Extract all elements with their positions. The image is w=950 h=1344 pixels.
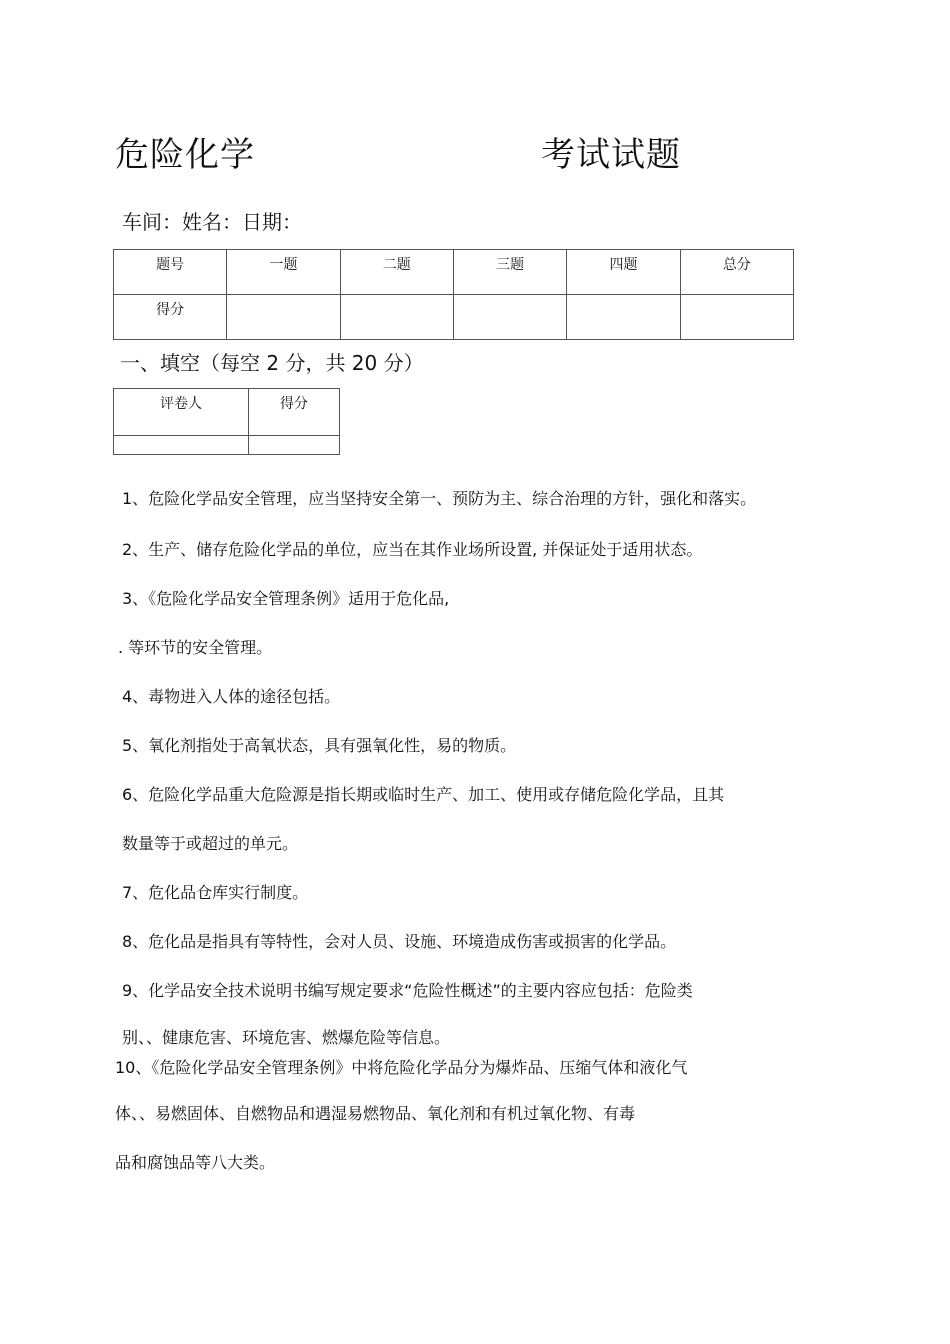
question-2: 2、生产、储存危险化学品的单位，应当在其作业场所设置, 并保证处于适用状态。 bbox=[122, 540, 703, 559]
title-right: 考试试题 bbox=[541, 135, 681, 175]
question-3: 3、《危险化学品安全管理条例》适用于危化品, bbox=[122, 589, 450, 608]
question-1: 1、危险化学品安全管理，应当坚持安全第一、预防为主、综合治理的方针，强化和落实。 bbox=[122, 489, 757, 508]
grader-cell bbox=[248, 436, 339, 455]
grader-table bbox=[113, 388, 340, 455]
title-left: 危险化学 bbox=[115, 135, 255, 175]
score-cell bbox=[680, 295, 793, 340]
question-10-end: 品和腐蚀品等八大类。 bbox=[115, 1153, 276, 1172]
question-4: 4、毒物进入人体的途径包括。 bbox=[122, 687, 341, 706]
score-cell bbox=[567, 295, 680, 340]
grader-header-cell: 得分 bbox=[248, 389, 339, 436]
question-10-continued: 体、、易燃固体、自燃物品和遇湿易燃物品、氧化剂和有机过氧化物、有毒 bbox=[115, 1104, 636, 1123]
score-table bbox=[113, 249, 794, 340]
grader-table-header-row bbox=[114, 389, 340, 436]
score-cell bbox=[453, 295, 566, 340]
score-header-cell: 四题 bbox=[567, 250, 680, 295]
score-row-label: 得分 bbox=[114, 295, 227, 340]
score-header-cell: 三题 bbox=[453, 250, 566, 295]
meta-line: 车间：姓名：日期： bbox=[122, 210, 302, 234]
section-heading: 一、填空（每空 2 分，共 20 分） bbox=[120, 351, 424, 375]
grader-header-cell: 评卷人 bbox=[114, 389, 249, 436]
score-header-cell: 二题 bbox=[340, 250, 453, 295]
question-6-continued: 数量等于或超过的单元。 bbox=[122, 834, 299, 853]
question-9-continued: 别、、健康危害、环境危害、燃爆危险等信息。 bbox=[122, 1028, 451, 1047]
score-cell bbox=[340, 295, 453, 340]
question-7: 7、危化品仓库实行制度。 bbox=[122, 883, 309, 902]
question-10: 10、《危险化学品安全管理条例》中将危险化学品分为爆炸品、压缩气体和液化气 bbox=[115, 1058, 688, 1077]
score-header-cell: 题号 bbox=[114, 250, 227, 295]
question-5: 5、氧化剂指处于高氧状态，具有强氧化性，易的物质。 bbox=[122, 736, 517, 755]
question-3-continued: . 等环节的安全管理。 bbox=[118, 638, 273, 657]
question-9: 9、化学品安全技术说明书编写规定要求“危险性概述”的主要内容应包括：危险类 bbox=[122, 981, 693, 1000]
score-table-score-row bbox=[114, 295, 794, 340]
grader-cell bbox=[114, 436, 249, 455]
question-6: 6、危险化学品重大危险源是指长期或临时生产、加工、使用或存储危险化学品，且其 bbox=[122, 785, 725, 804]
grader-table-empty-row bbox=[114, 436, 340, 455]
question-8: 8、危化品是指具有等特性，会对人员、设施、环境造成伤害或损害的化学品。 bbox=[122, 932, 677, 951]
score-table-header-row bbox=[114, 250, 794, 295]
score-cell bbox=[227, 295, 340, 340]
score-header-cell: 总分 bbox=[680, 250, 793, 295]
score-header-cell: 一题 bbox=[227, 250, 340, 295]
